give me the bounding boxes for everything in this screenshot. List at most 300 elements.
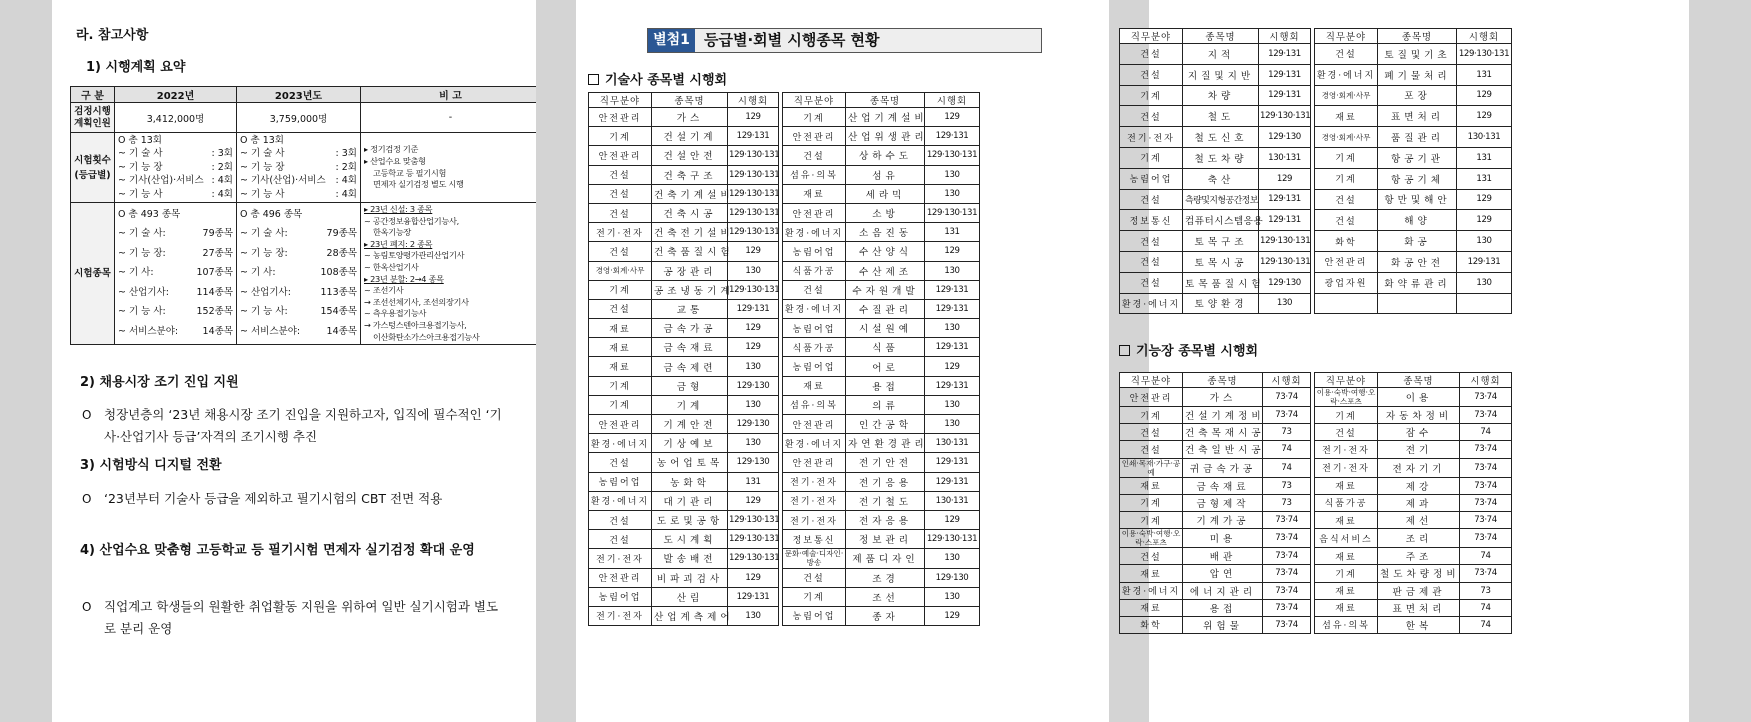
table-row [589,395,980,414]
item-name-cell: 용접 [846,376,925,395]
table-row [1120,85,1512,106]
session-cell: 129 [925,242,980,261]
table-row [589,127,980,146]
item-name-cell: 귀금속가공 [1183,458,1263,477]
item-name-cell: 전기철도 [846,491,925,510]
session-cell: 131 [1457,168,1512,189]
session-cell: 129 [728,319,779,338]
field-cell: 전기·전자 [589,223,652,242]
field-cell: 환경·에너지 [589,491,652,510]
field-cell: 건설 [589,510,652,529]
row-label: 시험횟수(등급별) [71,133,115,203]
session-cell: 130 [728,357,779,376]
field-cell: 건설 [589,184,652,203]
field-cell: 환경·에너지 [589,434,652,453]
list-item: ~ 기 술 사: 79종목 [118,228,233,240]
bullet-text: 직업계고 학생들의 원활한 취업활동 지원을 위하여 일반 실기시험과 별도로 분리 운영 [104,599,499,636]
item-name-cell: 컴퓨터시스템응용 [1183,210,1259,231]
session-cell: 129 [1457,210,1512,231]
field-cell: 농림어업 [589,587,652,606]
field-cell: 섬유·의복 [783,165,846,184]
session-cell: 129 [925,606,980,625]
list-item: ~ 기 능 사: 154종목 [240,306,357,318]
item-name-cell: 인간공학 [846,415,925,434]
item-name-cell: 기계안전 [652,415,728,434]
item-name-cell: 수자원개발 [846,280,925,299]
item-name-cell: 산업계측제어 [652,606,728,625]
field-cell: 문화·예술·디자인·방송 [783,549,846,568]
session-cell: 129·131 [925,453,980,472]
field-cell: 기계 [589,376,652,395]
session-cell: 129·131 [1457,251,1512,272]
table-row [589,491,980,510]
item-name-cell: 금속재료 [1183,477,1263,494]
session-cell: 129 [1457,106,1512,127]
item-name-cell: 도시계획 [652,530,728,549]
table-row [1120,477,1512,494]
session-cell: 129·131 [728,299,779,318]
session-cell: 129·130·131 [925,530,980,549]
table-row [589,606,980,625]
header-cell: 2023년도 [237,87,361,103]
item-name-cell: 잠수 [1378,424,1460,441]
item-name-cell: 기계가공 [1183,511,1263,528]
item-name-cell: 제과 [1378,494,1460,511]
session-cell: 73·74 [1263,565,1311,582]
table-row [1120,44,1512,65]
item-name-cell: 포장 [1378,85,1457,106]
table-row [589,357,980,376]
applicants-row [71,103,541,133]
section-heading: 라. 참고사항 [76,28,149,43]
session-cell: 130 [728,606,779,625]
field-cell: 광업자원 [1315,272,1378,293]
item-name-cell: 철도 [1183,106,1259,127]
session-cell: 129·130 [1259,272,1311,293]
session-cell: 130 [925,549,980,568]
session-cell: 73·74 [1460,458,1512,477]
session-cell: 74 [1460,548,1512,565]
field-cell: 재료 [1315,477,1378,494]
field-cell: 건설 [1120,251,1183,272]
section-2-heading: 2) 채용시장 조기 진입 지원 [80,375,239,390]
note-line: ▸ 23년 폐지: 2 종목 [364,238,433,249]
session-cell: 130 [925,261,980,280]
field-cell: 재료 [783,184,846,203]
table-row [1120,548,1512,565]
session-cell: 73·74 [1263,599,1311,616]
item-name-cell: 표면처리 [1378,106,1457,127]
field-cell: 건설 [1120,64,1183,85]
field-cell: 기계 [589,280,652,299]
session-cell: 129 [925,108,980,127]
item-name-cell: 공조냉동기계 [652,280,728,299]
items-note [361,203,541,345]
item-name-cell: 해양 [1378,210,1457,231]
item-name-cell: 제선 [1378,511,1460,528]
field-cell: 기계 [1120,511,1183,528]
table-row [1120,64,1512,85]
item-name-cell: 시설원예 [846,319,925,338]
list-item: ~ 기 사: 107종목 [118,267,233,279]
page-gap [536,0,576,722]
item-name-cell: 조경 [846,568,925,587]
session-cell: 130 [925,184,980,203]
field-cell: 섬유·의복 [783,395,846,414]
sessions-total: O 총 13회 [240,135,284,146]
list-item: ~ 기 능 사 : 4회 [118,188,233,200]
field-cell: 기계 [1315,565,1378,582]
item-name-cell: 주조 [1378,548,1460,565]
session-cell: 130 [925,587,980,606]
field-cell: 농림어업 [783,242,846,261]
session-cell: 129·131 [1259,44,1311,65]
item-name-cell: 건축시공 [652,203,728,222]
field-cell: 전기·전자 [589,549,652,568]
field-cell: 기계 [589,127,652,146]
section-3-heading: 3) 시험방식 디지털 전환 [80,458,222,473]
session-cell [1457,293,1512,314]
item-name-cell: 수산제조 [846,261,925,280]
field-cell: 건설 [589,299,652,318]
bullet-text: ‘23년부터 기술사 등급을 제외하고 필기시험의 CBT 전면 적용 [104,491,443,506]
note-line: → 조선선체기사, 조선의장기사 [364,296,469,307]
item-name-cell: 토목품질시험 [1183,272,1259,293]
document-page-1 [52,0,536,722]
field-cell: 경영·회계·사무 [589,261,652,280]
field-cell: 재료 [1315,511,1378,528]
plan-summary-table [70,86,541,345]
item-name-cell: 기상예보 [652,434,728,453]
note-line: ▸ 23년 신설: 3 종목 [364,204,433,215]
item-name-cell: 전기안전 [846,453,925,472]
item-name-cell: 측량및지형공간정보 [1183,189,1259,210]
item-name-cell: 의류 [846,395,925,414]
master-craftsman-subheading: 기능장 종목별 시행회 [1119,340,1258,359]
session-cell: 129·130·131 [1259,231,1311,252]
list-item: ~ 기 술 사 : 3회 [240,148,357,160]
field-cell: 환경·에너지 [783,223,846,242]
list-item: ~ 서비스분야: 14종목 [240,325,357,337]
note-line: ~ 측우용접기능사 [364,308,427,319]
field-cell: 재료 [1120,477,1183,494]
session-cell: 129·131 [925,472,980,491]
session-cell: 130 [925,415,980,434]
table-row [1120,272,1512,293]
item-name-cell: 산업위생관리 [846,127,925,146]
field-cell: 전기·전자 [783,491,846,510]
note-line: ~ 한옥산업기사 [364,262,419,272]
field-cell: 건설 [1120,424,1183,441]
field-cell: 재료 [1315,582,1378,599]
table-row [589,299,980,318]
session-cell: 129·130·131 [728,223,779,242]
item-name-cell: 제강 [1378,477,1460,494]
bullet-text: 청장년층의 ‘23년 채용시장 조기 진입을 지원하고자, 입직에 필수적인 ‘기사·산업기사 등급’자격의 조기시행 추진 [104,407,502,444]
bullet-mark: O [82,492,92,506]
field-cell: 환경·에너지 [783,434,846,453]
table-row [1120,231,1512,252]
row-label: 검정시행계획인원 [71,103,115,133]
session-cell: 129 [925,510,980,529]
item-name-cell: 한복 [1378,616,1460,633]
field-cell: 건설 [589,242,652,261]
table-header-row [71,87,541,103]
session-cell: 129·130·131 [728,184,779,203]
field-cell: 재료 [589,319,652,338]
session-cell: 130·131 [1457,127,1512,148]
field-cell: 농림어업 [783,319,846,338]
document-page-3 [1121,0,1689,722]
note-line: ~ 공간정보융합산업기능사, [364,215,459,226]
field-cell: 농림어업 [1120,168,1183,189]
session-cell: 73·74 [1263,407,1311,424]
session-cell: 130 [1457,231,1512,252]
item-name-cell [1378,293,1457,314]
item-name-cell: 자연환경관리 [846,434,925,453]
session-cell: 129 [925,357,980,376]
field-cell: 환경·에너지 [1120,293,1183,314]
item-name-cell: 금속가공 [652,319,728,338]
session-cell: 130 [1457,272,1512,293]
session-cell: 129·130 [728,415,779,434]
session-cell: 73 [1263,477,1311,494]
session-cell: 129·131 [1259,189,1311,210]
list-item: ~ 기 능 장: 28종목 [240,247,357,259]
session-cell: 73 [1460,582,1512,599]
session-cell: 74 [1460,616,1512,633]
field-cell: 섬유·의복 [1315,616,1378,633]
item-name-cell: 화공안전 [1378,251,1457,272]
session-cell: 130 [728,261,779,280]
field-cell: 식품가공 [1315,494,1378,511]
note-line: 고등학교 등 필기시험 [373,167,447,178]
items-row [71,203,541,345]
session-cell: 129·130·131 [1457,44,1512,65]
item-name-cell: 철도신호 [1183,127,1259,148]
item-name-cell: 가스 [1183,388,1263,407]
session-cell: 129·130 [925,568,980,587]
table-row [589,184,980,203]
item-name-cell: 용접 [1183,599,1263,616]
item-name-cell: 산업기계설비 [846,108,925,127]
session-cell: 73·74 [1460,511,1512,528]
field-cell: 건설 [1120,441,1183,458]
item-name-cell: 발송배전 [652,549,728,568]
field-cell: 재료 [589,338,652,357]
field-cell: 안전관리 [1120,388,1183,407]
field-cell: 농림어업 [589,472,652,491]
field-cell: 식품가공 [783,338,846,357]
table-row [1120,127,1512,148]
field-cell: 기계 [589,395,652,414]
list-item: ~ 기 능 장: 27종목 [118,247,233,259]
table-row [589,530,980,549]
item-name-cell: 제품디자인 [846,549,925,568]
field-cell: 건설 [589,453,652,472]
attachment-title-bar [647,28,1042,53]
section-4-bullet [82,596,522,640]
item-name-cell: 지적 [1183,44,1259,65]
items-2022 [115,203,237,345]
session-cell: 130·131 [925,434,980,453]
item-name-cell: 기계 [652,395,728,414]
section-3-bullet [82,488,522,510]
field-cell: 환경·에너지 [1120,582,1183,599]
field-cell: 농림어업 [783,357,846,376]
table-header-row: 직무분야 종목명 시행회 직무분야 종목명 시행회 [1120,29,1512,44]
viewer-background [0,0,52,722]
viewer-background [1689,0,1751,722]
field-cell: 건설 [1120,106,1183,127]
table-row [589,338,980,357]
field-cell: 기계 [1120,494,1183,511]
item-name-cell: 미용 [1183,529,1263,548]
item-name-cell: 위험물 [1183,616,1263,633]
note-line: ▸ 산업수요 맞춤형 [364,155,426,166]
field-cell: 기계 [1315,407,1378,424]
field-cell: 안전관리 [589,146,652,165]
item-name-cell: 이용 [1378,388,1460,407]
session-cell: 131 [728,472,779,491]
item-name-cell: 건설기계정비 [1183,407,1263,424]
item-name-cell: 에너지관리 [1183,582,1263,599]
session-cell: 130 [728,434,779,453]
table-row [1120,441,1512,458]
list-item: ~ 기 능 사: 152종목 [118,306,233,318]
field-cell: 전기·전자 [1315,458,1378,477]
session-cell: 129·130·131 [728,203,779,222]
table-row [1120,147,1512,168]
session-cell: 73·74 [1460,441,1512,458]
field-cell: 건설 [589,530,652,549]
session-cell: 130 [925,319,980,338]
item-name-cell: 종자 [846,606,925,625]
sessions-2023 [237,133,361,203]
field-cell: 전기·전자 [783,472,846,491]
session-cell: 129·130·131 [1259,106,1311,127]
applicants-2023: 3,759,000명 [237,103,361,133]
session-cell: 129·131 [925,280,980,299]
session-cell: 129 [728,338,779,357]
session-cell: 129·130 [728,453,779,472]
table-row [1120,458,1512,477]
item-name-cell: 폐기물처리 [1378,64,1457,85]
item-name-cell: 항공기관 [1378,147,1457,168]
field-cell: 정보통신 [783,530,846,549]
field-cell: 이용·숙박·여행·오락·스포츠 [1315,388,1378,407]
field-cell: 안전관리 [783,203,846,222]
engineer-schedule-table-continued [1119,28,1512,314]
table-row [589,587,980,606]
item-name-cell: 전기 [1378,441,1460,458]
item-name-cell: 금속재료 [652,338,728,357]
field-cell: 재료 [1315,599,1378,616]
checkbox-square-icon [588,74,599,85]
item-name-cell: 배관 [1183,548,1263,565]
table-header-row: 직무분야 종목명 시행회 직무분야 종목명 시행회 [589,93,980,108]
item-name-cell: 건축품질시험 [652,242,728,261]
field-cell: 건설 [1120,189,1183,210]
session-cell: 130 [728,395,779,414]
item-name-cell: 차량 [1183,85,1259,106]
session-cell: 129·131 [1259,64,1311,85]
session-cell: 129·131 [728,127,779,146]
field-cell: 이용·숙박·여행·오락·스포츠 [1120,529,1183,548]
item-name-cell: 조리 [1378,529,1460,548]
item-name-cell: 토목시공 [1183,251,1259,272]
item-name-cell: 수산양식 [846,242,925,261]
item-name-cell: 산림 [652,587,728,606]
item-name-cell: 건축기계설비 [652,184,728,203]
item-name-cell: 판금제관 [1378,582,1460,599]
session-cell: 129·131 [925,338,980,357]
table-row [589,242,980,261]
applicants-2022: 3,412,000명 [115,103,237,133]
field-cell: 환경·에너지 [1315,64,1378,85]
note-line: ~ 농림토양평가관리산업기사 [364,250,465,261]
table-row [1120,494,1512,511]
table-row [1120,189,1512,210]
item-name-cell: 화약류관리 [1378,272,1457,293]
plan-summary-heading: 1) 시행계획 요약 [86,60,186,75]
field-cell: 안전관리 [589,568,652,587]
item-name-cell: 축산 [1183,168,1259,189]
note-line: 이산화탄소가스아크용접기능사 [373,331,480,342]
session-cell: 129·130·131 [1259,251,1311,272]
engineer-schedule-table [588,92,980,626]
item-name-cell: 항공기체 [1378,168,1457,189]
table-row [1120,407,1512,424]
field-cell: 전기·전자 [1120,127,1183,148]
field-cell [1315,293,1378,314]
item-name-cell: 대기관리 [652,491,728,510]
table-row [1120,529,1512,548]
item-name-cell: 토양환경 [1183,293,1259,314]
item-name-cell: 정보관리 [846,530,925,549]
section-2-bullet [82,404,522,448]
table-row [1120,424,1512,441]
items-total: O 총 496 종목 [240,209,303,221]
row-label: 시험종목 [71,203,115,345]
field-cell: 기계 [1120,85,1183,106]
table-row [1120,251,1512,272]
field-cell: 기계 [1120,147,1183,168]
list-item: ~ 기 술 사: 79종목 [240,228,357,240]
list-item: ~ 기 사: 108종목 [240,267,357,279]
attachment-title: 등급별·회별 시행종목 현황 [704,31,880,49]
item-name-cell: 전자기기 [1378,458,1460,477]
field-cell: 화학 [1120,616,1183,633]
item-name-cell: 토목구조 [1183,231,1259,252]
field-cell: 건설 [1315,210,1378,231]
field-cell: 재료 [589,357,652,376]
session-cell: 129·130·131 [925,203,980,222]
note-line: 한옥기능장 [373,227,412,238]
field-cell: 재료 [783,376,846,395]
session-cell: 130·131 [1259,147,1311,168]
list-item: ~ 기사(산업)·서비스 : 4회 [240,175,357,187]
list-item: ~ 기 능 사 : 4회 [240,188,357,200]
table-row [589,223,980,242]
session-cell: 129 [1259,168,1311,189]
field-cell: 음식서비스 [1315,529,1378,548]
session-cell: 130·131 [925,491,980,510]
sessions-note [361,133,541,203]
sessions-2022 [115,133,237,203]
session-cell: 129·130 [728,376,779,395]
table-row [589,319,980,338]
